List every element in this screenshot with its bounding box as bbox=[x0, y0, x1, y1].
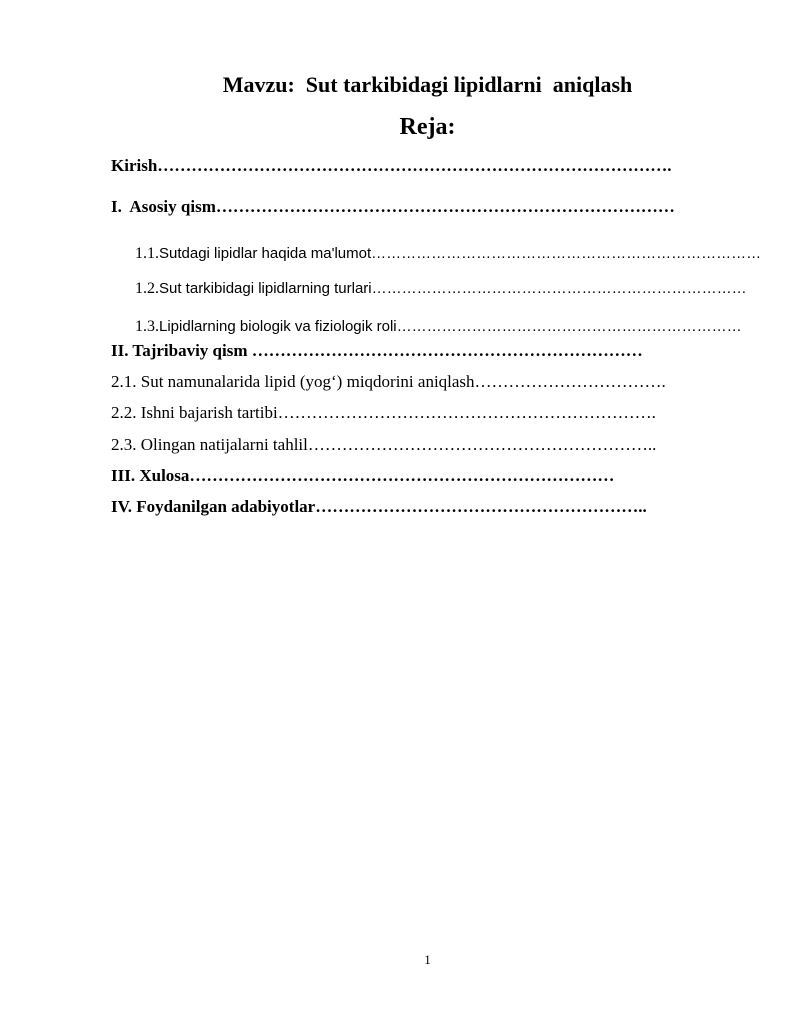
toc-item-asosiy-qism: I. Asosiy qism……………………………………………………………………… bbox=[111, 197, 675, 216]
toc-item-kirish: Kirish………………………………………………………………………………. bbox=[111, 156, 672, 175]
page-title: Mavzu: Sut tarkibidagi lipidlarni aniqlash bbox=[222, 72, 633, 97]
toc-item-number: 1.2. bbox=[135, 280, 159, 297]
toc-item-label: Lipidlarning biologik va fiziologik roli…………………………………………………………… bbox=[159, 318, 742, 335]
toc-item-label: Sutdagi lipidlar haqida ma'lumot…………………………………………………………………… bbox=[159, 245, 762, 262]
plan-heading: Reja: bbox=[399, 114, 456, 140]
toc-item-2-2: 2.2. Ishni bajarish tartibi…………………………………………………………. bbox=[111, 403, 656, 422]
toc-item-label: Sut tarkibidagi lipidlarning turlari………………………………………………………………… bbox=[159, 280, 747, 297]
toc-item-number: 1.1. bbox=[135, 245, 159, 262]
toc-item-adabiyotlar: IV. Foydanilgan adabiyotlar………………………………………………….. bbox=[111, 497, 647, 516]
toc-item-xulosa: III. Xulosa………………………………………………………………… bbox=[111, 466, 615, 485]
toc-item-2-1: 2.1. Sut namunalarida lipid (yog‘) miqdorini aniqlash……………………………. bbox=[111, 372, 666, 391]
toc-item-tajribaviy-qism: II. Tajribaviy qism …………………………………………………………… bbox=[111, 341, 643, 360]
page-number: 1 bbox=[424, 952, 431, 967]
toc-item-2-3: 2.3. Olingan natijalarni tahlil…………………………………………………….. bbox=[111, 435, 657, 454]
toc-item-number: 1.3. bbox=[135, 318, 159, 335]
